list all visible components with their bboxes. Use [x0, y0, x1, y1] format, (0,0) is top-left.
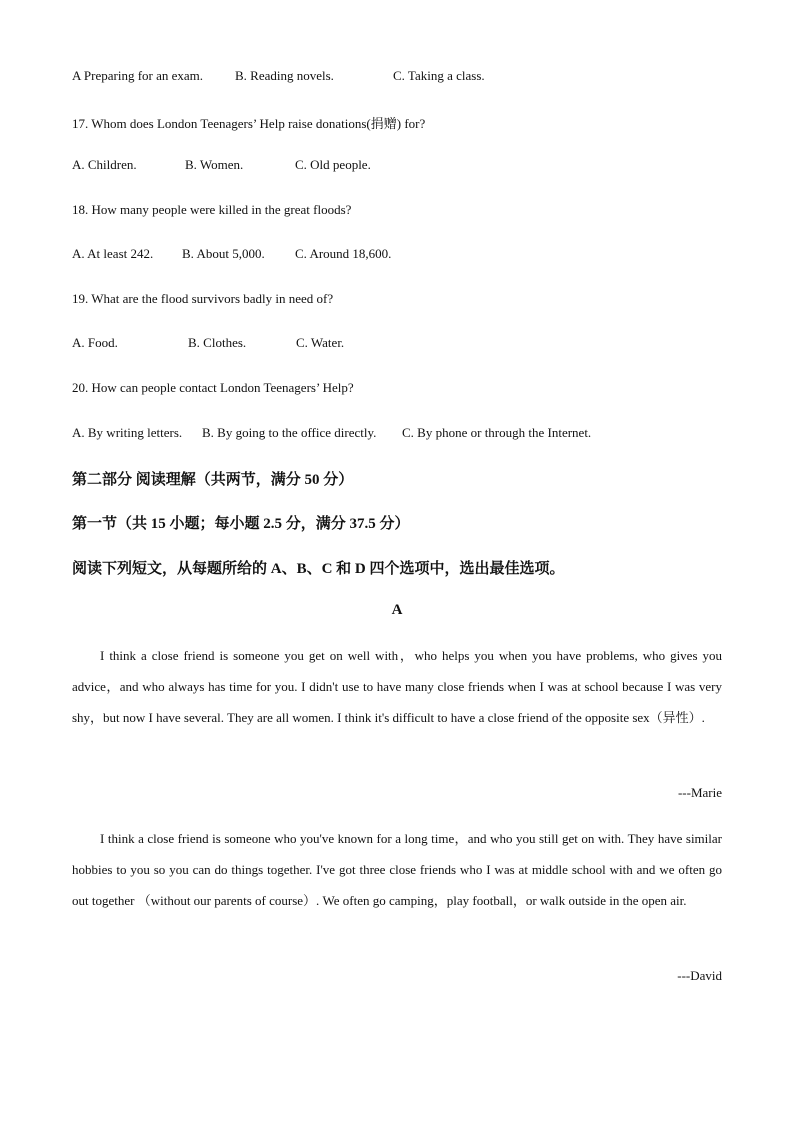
q19-option-a: A. Food.	[72, 335, 118, 350]
q16-option-b: B. Reading novels.	[235, 68, 334, 83]
q20-option-b: B. By going to the office directly.	[202, 425, 377, 440]
q16-option-c: C. Taking a class.	[393, 68, 485, 83]
q17-option-c: C. Old people.	[295, 157, 371, 172]
q19-option-c: C. Water.	[296, 335, 345, 350]
reading-instruction: 阅读下列短文，从每题所给的 A、B、C 和 D 四个选项中，选出最佳选项。	[72, 561, 565, 577]
passage-paragraph-marie: I think a close friend is someone you get on well with，who helps you when you have problems, who gives you advice，and who always has time for you. I didn't use to have many close friends when I was at school because I was very shy，but now I have several. They are all women. I think it's difficult to have a close friend of the opposite sex（异性）.	[72, 648, 722, 725]
q16-option-a: A Preparing for an exam.	[72, 68, 204, 83]
q20-option-c: C. By phone or through the Internet.	[402, 425, 592, 440]
q17-stem: 17. Whom does London Teenagers’ Help raise donations(捐赠) for?	[72, 116, 426, 131]
part2-title: 第二部分 阅读理解（共两节，满分 50 分）	[72, 472, 354, 488]
passage-paragraph-david: I think a close friend is someone who you've known for a long time，and who you still get on with. They have similar hobbies to you so you can do things together. I've got three close friends who I was at middle school with and we often go out together （without our parents of course）. We often go camping，play football，or walk outside in the open air.	[72, 831, 722, 908]
section1-title: 第一节（共 15 小题；每小题 2.5 分，满分 37.5 分）	[72, 516, 410, 532]
author-david: ---David	[677, 968, 722, 983]
q20-stem: 20. How can people contact London Teenagers’ Help?	[72, 380, 354, 395]
q18-option-c: C. Around 18,600.	[295, 246, 392, 261]
q17-option-a: A. Children.	[72, 157, 137, 172]
q18-stem: 18. How many people were killed in the great floods?	[72, 202, 352, 217]
q19-stem: 19. What are the flood survivors badly in need of?	[72, 291, 334, 306]
q18-option-b: B. About 5,000.	[182, 246, 265, 261]
q17-option-b: B. Women.	[185, 157, 244, 172]
q18-option-a: A. At least 242.	[72, 246, 154, 261]
passage-label: A	[391, 602, 403, 618]
author-marie: ---Marie	[677, 785, 722, 800]
q19-option-b: B. Clothes.	[188, 335, 247, 350]
q20-option-a: A. By writing letters.	[72, 425, 183, 440]
